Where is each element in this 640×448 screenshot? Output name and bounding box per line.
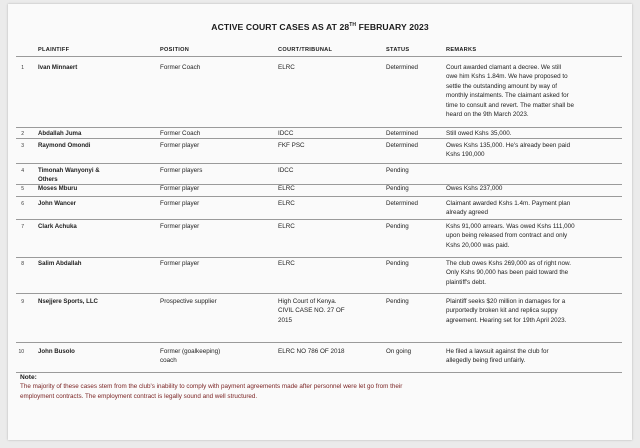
status-line: Pending xyxy=(386,223,409,230)
cell-status xyxy=(386,63,442,72)
cell-position xyxy=(160,199,276,208)
position-line: Prospective supplier xyxy=(160,298,217,305)
cell-num xyxy=(14,260,24,269)
num-line: 2 xyxy=(21,131,24,137)
plaintiff-line: Ivan Minnaert xyxy=(38,64,78,71)
remarks-line: Kshs 190,000 xyxy=(446,151,485,159)
remarks-line: Owes Kshs 237,000 xyxy=(446,185,503,192)
cell-court xyxy=(278,297,384,325)
cell-position xyxy=(160,63,276,72)
position-line: Former player xyxy=(160,223,200,230)
remarks-line: purportedly broken kit and replica suppy xyxy=(446,307,558,315)
cell-plaintiff xyxy=(38,297,158,306)
num-line: 4 xyxy=(21,168,24,174)
header-court: COURT/TRIBUNAL xyxy=(278,47,333,53)
cell-position xyxy=(160,129,276,138)
cell-plaintiff xyxy=(38,347,158,356)
num-line: 1 xyxy=(21,65,24,71)
cell-position xyxy=(160,347,276,366)
position-line: Former player xyxy=(160,200,200,207)
note-label: Note: xyxy=(20,374,37,381)
row-divider xyxy=(16,219,622,220)
plaintiff-line: Moses Mburu xyxy=(38,185,78,192)
cell-plaintiff xyxy=(38,166,158,185)
cell-num xyxy=(14,130,24,139)
plaintiff-line: Raymond Omondi xyxy=(38,142,91,149)
remarks-line: time to consult and revert. The matter shall be xyxy=(446,101,574,109)
cell-num xyxy=(14,348,24,357)
cell-plaintiff xyxy=(38,259,158,268)
header-status: STATUS xyxy=(386,47,410,53)
plaintiff-line: Salim Abdallah xyxy=(38,260,82,267)
plaintiff-line: Clark Achuka xyxy=(38,223,77,230)
cell-plaintiff xyxy=(38,184,158,193)
remarks-line: monthly instalments. The claimant asked for xyxy=(446,92,569,100)
cell-court xyxy=(278,184,384,193)
status-line: Pending xyxy=(386,185,409,192)
remarks-line: Kshs 91,000 arrears. Was owed Kshs 111,000 xyxy=(446,223,575,230)
note-line: The majority of these cases stem from the club's inability to comply with payment agreements made after personnel were let go from their xyxy=(20,383,403,390)
position-line: Former Coach xyxy=(160,64,201,71)
court-line: ELRC xyxy=(278,260,295,267)
plaintiff-line: Timonah Wanyonyi & xyxy=(38,167,100,174)
header-plaintiff: PLAINTIFF xyxy=(38,47,70,53)
plaintiff-line: Others xyxy=(38,176,58,184)
cell-status xyxy=(386,141,442,150)
cell-num xyxy=(14,185,24,194)
cell-num xyxy=(14,200,24,209)
cell-num xyxy=(14,142,24,151)
remarks-line: plaintiff's debt. xyxy=(446,278,486,286)
court-line: IDCC xyxy=(278,130,294,137)
plaintiff-line: John Busolo xyxy=(38,348,75,355)
cell-plaintiff xyxy=(38,63,158,72)
remarks-line: agreement. Hearing set for 19th April 2023. xyxy=(446,316,567,324)
status-line: Determined xyxy=(386,64,418,71)
header-position: POSITION xyxy=(160,47,190,53)
cell-num xyxy=(14,298,24,307)
cell-status xyxy=(386,184,442,193)
remarks-line: owe him Kshs 1.84m. We have proposed to xyxy=(446,73,568,81)
remarks-line: upon being released from contract and only xyxy=(446,232,568,240)
plaintiff-line: Abdallah Juma xyxy=(38,130,82,137)
num-line: 7 xyxy=(21,224,24,230)
note-line: employment contracts. The employment contract is legally sound and well structured. xyxy=(20,393,258,401)
cell-status xyxy=(386,297,442,306)
row-divider xyxy=(16,127,622,128)
cell-court xyxy=(278,129,384,138)
cell-status xyxy=(386,166,442,175)
position-line: Former players xyxy=(160,167,203,174)
remarks-line: Plaintiff seeks $20 million in damages for a xyxy=(446,298,566,305)
cell-court xyxy=(278,259,384,268)
row-divider xyxy=(16,372,622,373)
row-divider xyxy=(16,196,622,197)
remarks-line: Kshs 20,000 was paid. xyxy=(446,241,510,249)
cell-status xyxy=(386,259,442,268)
cell-court xyxy=(278,199,384,208)
position-line: Former Coach xyxy=(160,130,201,137)
cell-position xyxy=(160,184,276,193)
remarks-line: allegedly being fired unfairly. xyxy=(446,357,526,365)
court-line: High Court of Kenya. xyxy=(278,298,337,305)
row-divider xyxy=(16,56,622,57)
cell-status xyxy=(386,199,442,208)
cell-court xyxy=(278,63,384,72)
cell-remarks xyxy=(446,199,622,218)
num-line: 10 xyxy=(18,349,24,355)
remarks-line: He filed a lawsuit against the club for xyxy=(446,348,549,355)
row-divider xyxy=(16,163,622,164)
cell-court xyxy=(278,222,384,231)
remarks-line: The club owes Kshs 269,000 as of right now. xyxy=(446,260,571,267)
court-line: ELRC xyxy=(278,223,295,230)
cell-plaintiff xyxy=(38,199,158,208)
num-line: 5 xyxy=(21,186,24,192)
num-line: 3 xyxy=(21,143,24,149)
cell-status xyxy=(386,129,442,138)
position-line: Former player xyxy=(160,185,200,192)
status-line: Determined xyxy=(386,200,418,207)
cell-position xyxy=(160,297,276,306)
court-line: ELRC xyxy=(278,64,295,71)
status-line: Pending xyxy=(386,298,409,305)
status-line: On going xyxy=(386,348,412,355)
document-title: ACTIVE COURT CASES AS AT 28TH FEBRUARY 2023 xyxy=(211,22,429,32)
remarks-line: Only Kshs 90,000 has been paid toward the xyxy=(446,269,569,277)
cell-num xyxy=(14,167,24,176)
position-line: Former (goalkeeping) xyxy=(160,348,221,355)
position-line: Former player xyxy=(160,260,200,267)
cell-status xyxy=(386,222,442,231)
cell-num xyxy=(14,223,24,232)
header-remarks: REMARKS xyxy=(446,47,477,53)
status-line: Pending xyxy=(386,167,409,174)
court-line: ELRC NO 786 OF 2018 xyxy=(278,348,345,355)
court-line: IDCC xyxy=(278,167,294,174)
num-line: 9 xyxy=(21,299,24,305)
court-line: ELRC xyxy=(278,200,295,207)
court-line: 2015 xyxy=(278,316,293,324)
cell-court xyxy=(278,347,384,356)
cell-court xyxy=(278,141,384,150)
remarks-line: already agreed xyxy=(446,209,489,217)
cell-status xyxy=(386,347,442,356)
cell-position xyxy=(160,141,276,150)
cell-position xyxy=(160,259,276,268)
court-line: ELRC xyxy=(278,185,295,192)
status-line: Determined xyxy=(386,142,418,149)
remarks-line: Claimant awarded Kshs 1.4m. Payment plan xyxy=(446,200,571,207)
plaintiff-line: John Wancer xyxy=(38,200,77,207)
remarks-line: Still owed Kshs 35,000. xyxy=(446,130,512,137)
remarks-line: heard on the 9th March 2023. xyxy=(446,111,529,119)
court-line: CIVIL CASE NO. 27 OF xyxy=(278,307,345,315)
cell-remarks xyxy=(446,222,622,250)
court-line: FKF PSC xyxy=(278,142,305,149)
remarks-line: settle the outstanding amount by way of xyxy=(446,82,557,90)
position-line: Former player xyxy=(160,142,200,149)
status-line: Pending xyxy=(386,260,409,267)
plaintiff-line: Nsejjere Sports, LLC xyxy=(38,298,98,305)
remarks-line: Owes Kshs 135,000. He's already been paid xyxy=(446,142,571,149)
status-line: Determined xyxy=(386,130,418,137)
cell-remarks xyxy=(446,184,622,193)
cell-remarks xyxy=(446,141,622,160)
cell-remarks xyxy=(446,129,622,138)
cell-remarks xyxy=(446,259,622,287)
num-line: 6 xyxy=(21,201,24,207)
position-line: coach xyxy=(160,357,177,365)
cell-plaintiff xyxy=(38,222,158,231)
cell-remarks xyxy=(446,63,622,119)
row-divider xyxy=(16,293,622,294)
note-text xyxy=(20,382,620,402)
row-divider xyxy=(16,342,622,343)
row-divider xyxy=(16,257,622,258)
cell-position xyxy=(160,166,276,175)
num-line: 8 xyxy=(21,261,24,267)
cell-plaintiff xyxy=(38,129,158,138)
cell-num xyxy=(14,64,24,73)
remarks-line: Court awarded clamant a decree. We still xyxy=(446,64,562,71)
cell-position xyxy=(160,222,276,231)
cell-plaintiff xyxy=(38,141,158,150)
cell-remarks xyxy=(446,297,622,325)
cell-court xyxy=(278,166,384,175)
cell-remarks xyxy=(446,347,622,366)
